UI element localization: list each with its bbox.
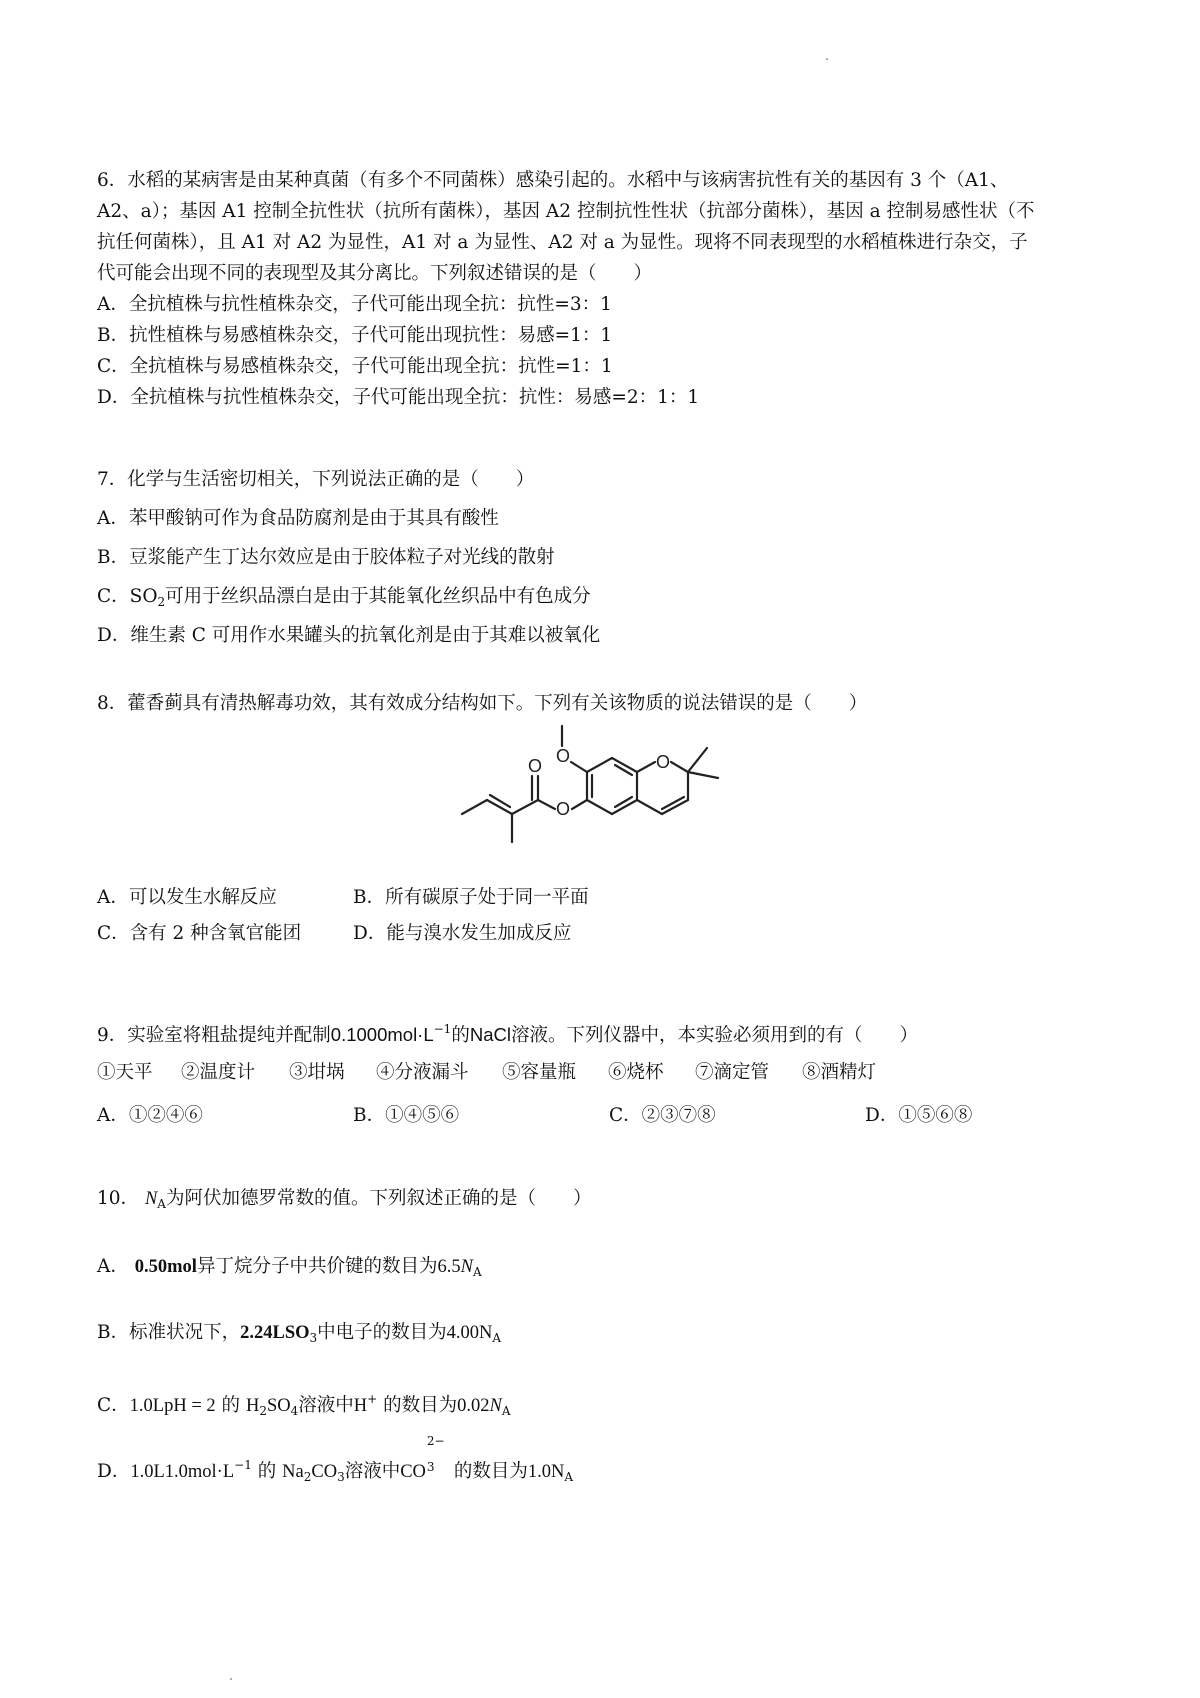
q10-number: 10． <box>97 1188 140 1209</box>
scan-dot-bottom <box>230 1678 232 1680</box>
q7-option-b: B．豆浆能产生丁达尔效应是由于胶体粒子对光线的散射 <box>97 547 555 568</box>
q10-c-volume: 1.0LpH = 2 <box>129 1396 216 1416</box>
q10-d-salt-co-sub: 3 <box>337 1470 345 1484</box>
q10-d-ion: CO <box>400 1462 426 1482</box>
q10-option-a <box>97 1238 1117 1296</box>
q10-b-label: B．标准状况下， <box>97 1322 241 1343</box>
q10-c-text-3: 的数目为 <box>383 1395 458 1416</box>
q9-stem-end: 溶液。下列仪器中，本实验必须用到的有（ ） <box>510 1025 918 1046</box>
q10-option-b <box>97 1304 1117 1362</box>
q10-a-amount: 0.50mol <box>134 1257 197 1277</box>
q8-option-b: B．所有碳原子处于同一平面 <box>353 887 589 908</box>
q7-option-a: A．苯甲酸钠可作为食品防腐剂是由于其具有酸性 <box>97 508 499 529</box>
q6-stem-line-2: A2、a）；基因 A1 控制全抗性状（抗所有菌株），基因 A2 控制抗性性状（抗部分菌株），基因 a 控制易感性状（不 <box>97 201 1035 222</box>
q9-instrument-4: ④分液漏斗 <box>376 1062 469 1083</box>
q10-c-value: 0.02 <box>457 1396 490 1416</box>
q6-stem-line-1: 6．水稻的某病害是由某种真菌（有多个不同菌株）感染引起的。水稻中与该病害抗性有关的基因有 3 个（A1、 <box>97 170 1009 191</box>
q10-c-text-2: 溶液中 <box>298 1395 354 1416</box>
q6-option-a: A．全抗植株与抗性植株杂交，子代可能出现全抗：抗性=3：1 <box>97 294 612 315</box>
q10-stem <box>97 1178 1117 1220</box>
q10-c-ion: H <box>353 1396 368 1416</box>
q6-stem-line-3: 抗任何菌株），且 A1 对 A2 为显性，A1 对 a 为显性、A2 对 a 为显性。现将不同表现型的水稻植株进行杂交，子 <box>97 232 1028 253</box>
q9-instrument-list <box>97 1050 1117 1096</box>
q10-d-salt-na: Na <box>282 1462 304 1482</box>
q10-a-value: 6.5 <box>437 1257 461 1277</box>
q6-stem-line-4: 代可能会出现不同的表现型及其分离比。下列叙述错误的是（ ） <box>97 263 653 284</box>
q10-option-c <box>97 1370 1117 1428</box>
ring-oxygen-label: O <box>655 752 671 772</box>
q9-salt: NaCl <box>469 1024 511 1045</box>
q10-avogadro-symbol: N <box>144 1189 158 1209</box>
q10-d-label: D． <box>97 1461 131 1482</box>
q8-stem: 8．藿香蓟具有清热解毒功效，其有效成分结构如下。下列有关该物质的说法错误的是（ ） <box>97 693 868 714</box>
q9-option-b: B．①④⑤⑥ <box>353 1105 460 1126</box>
q7-option-c-sub: 2 <box>157 595 166 609</box>
q9-instrument-1: ①天平 <box>97 1062 153 1083</box>
q10-a-text: 异丁烷分子中共价键的数目为 <box>196 1256 438 1277</box>
q10-c-acid-so: SO <box>266 1396 291 1416</box>
q10-b-text: 中电子的数目为 <box>317 1322 447 1343</box>
methoxy-oxygen-label: O <box>555 746 571 766</box>
q7-option-c-text: 可用于丝织品漂白是由于其能氧化丝织品中有色成分 <box>165 586 591 607</box>
q10-d-text-3: 的数目为 <box>453 1461 528 1482</box>
q7-option-c <box>97 577 1117 616</box>
ester-oxygen-label: O <box>555 799 571 819</box>
q9-concentration: 0.1000mol·L <box>330 1024 434 1045</box>
q7-option-d: D．维生素 C 可用作水果罐头的抗氧化剂是由于其难以被氧化 <box>97 625 601 646</box>
q10-d-ion-charge: 2− <box>426 1434 445 1448</box>
q9-option-d: D．①⑤⑥⑧ <box>865 1105 973 1126</box>
q7-option-c-prefix: C．SO <box>97 586 158 607</box>
question-8-options <box>97 880 1117 952</box>
q10-d-concentration: 1.0L1.0mol·L <box>130 1462 235 1482</box>
q8-options-row-2 <box>97 916 1117 952</box>
q10-avogadro-subscript: A <box>157 1197 166 1211</box>
q10-c-ion-charge: + <box>367 1392 378 1406</box>
q10-a-na-sub: A <box>472 1265 482 1279</box>
q10-c-label: C． <box>97 1395 130 1416</box>
q10-a-label: A． <box>97 1256 129 1277</box>
q10-c-text-1: 的 <box>221 1395 241 1416</box>
q9-concentration-exponent: −1 <box>433 1022 452 1036</box>
q10-stem-text: 为阿伏加德罗常数的值。下列叙述正确的是（ ） <box>165 1188 592 1209</box>
q8-options-row-1 <box>97 880 1117 916</box>
q10-c-acid-h-sub: 2 <box>259 1404 267 1418</box>
q10-b-value: 4.00N <box>446 1323 493 1343</box>
q10-c-acid-so-sub: 4 <box>290 1404 299 1418</box>
q9-option-c: C．②③⑦⑧ <box>609 1105 716 1126</box>
q10-d-ion-scripts <box>426 1434 448 1477</box>
q9-stem <box>97 1008 1117 1050</box>
q10-d-concentration-exponent: −1 <box>234 1458 252 1472</box>
q9-stem-start: 9．实验室将粗盐提纯并配制 <box>97 1025 331 1046</box>
q8-option-d: D．能与溴水发生加成反应 <box>353 923 572 944</box>
q8-option-a: A．可以发生水解反应 <box>97 887 277 908</box>
q10-a-na: N <box>460 1257 473 1277</box>
q10-d-text-1: 的 <box>257 1461 277 1482</box>
q10-d-salt-co: CO <box>311 1462 338 1482</box>
q10-d-text-2: 溶液中 <box>344 1461 401 1482</box>
q9-stem-middle: 的 <box>451 1025 470 1046</box>
q9-instrument-8: ⑧酒精灯 <box>802 1062 877 1083</box>
q6-option-d: D．全抗植株与抗性植株杂交，子代可能出现全抗：抗性：易感=2：1：1 <box>97 387 700 408</box>
question-7 <box>97 460 1117 655</box>
q10-c-na: N <box>489 1396 502 1416</box>
q10-c-acid-h: H <box>245 1396 260 1416</box>
q9-instrument-2: ②温度计 <box>181 1062 256 1083</box>
q7-stem: 7．化学与生活密切相关，下列说法正确的是（ ） <box>97 469 535 490</box>
q9-options <box>97 1096 1117 1136</box>
q9-instrument-3: ③坩埚 <box>289 1062 345 1083</box>
q10-d-value: 1.0N <box>527 1462 565 1482</box>
q10-d-salt-na-sub: 2 <box>303 1470 312 1484</box>
q10-b-amount: 2.24LSO <box>240 1323 310 1343</box>
question-8 <box>97 688 1117 719</box>
question-6 <box>97 165 1117 413</box>
q10-b-amount-sub: 3 <box>309 1331 318 1345</box>
q9-instrument-6: ⑥烧杯 <box>608 1062 664 1083</box>
carbonyl-oxygen-label: O <box>527 756 543 776</box>
q9-option-a: A．①②④⑥ <box>97 1105 203 1126</box>
q6-option-c: C．全抗植株与易感植株杂交，子代可能出现全抗：抗性=1：1 <box>97 356 613 377</box>
q10-c-na-sub: A <box>501 1404 511 1418</box>
q10-option-d <box>97 1436 1117 1494</box>
q6-option-b: B．抗性植株与易感植株杂交，子代可能出现抗性：易感=1：1 <box>97 325 613 346</box>
question-10 <box>97 1178 1117 1494</box>
q9-instrument-5: ⑤容量瓶 <box>502 1062 577 1083</box>
question-9 <box>97 1008 1117 1136</box>
q10-d-ion-sub: 3 <box>426 1460 435 1474</box>
q9-instrument-7: ⑦滴定管 <box>695 1062 770 1083</box>
q10-b-na-sub: A <box>492 1331 502 1345</box>
q10-d-na-sub: A <box>564 1470 573 1484</box>
ageratochromene-structure <box>452 718 752 870</box>
q8-option-c: C．含有 2 种含氧官能团 <box>97 923 302 944</box>
scan-dot-top <box>826 58 828 60</box>
